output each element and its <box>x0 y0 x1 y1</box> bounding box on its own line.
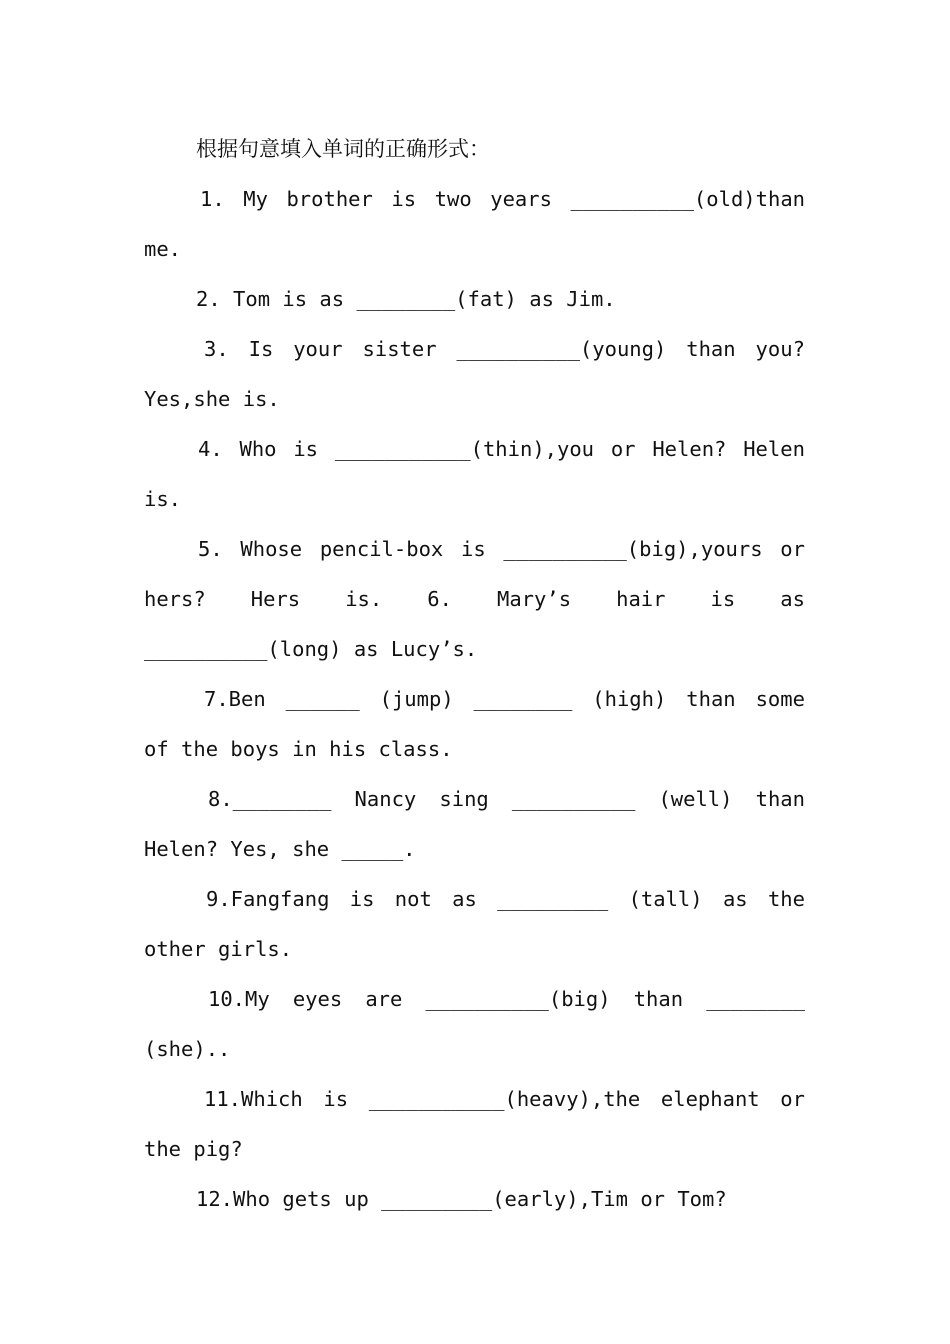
exercise-text: 12.Who gets up _________(early),Tim or Tom? <box>196 1187 727 1211</box>
exercise-word: or <box>780 1087 805 1111</box>
exercise-word: sing <box>439 787 489 811</box>
exercise-text: 2. Tom is as ________(fat) as Jim. <box>196 287 616 311</box>
exercise-word: pencil-box <box>319 537 444 561</box>
exercise-line-q3-b <box>144 384 280 414</box>
worksheet-title: 根据句意填入单词的正确形式： <box>196 137 490 161</box>
exercise-word: brother <box>286 187 373 211</box>
exercise-word: ___________(heavy),the <box>368 1087 641 1111</box>
exercise-text: me. <box>144 237 182 261</box>
exercise-line-q8-b <box>144 834 416 864</box>
exercise-line-q8-a <box>208 784 805 814</box>
exercise-word: than <box>686 337 736 361</box>
exercise-text: the pig? <box>144 1137 243 1161</box>
exercise-word: the <box>767 887 805 911</box>
exercise-text: Yes,she is. <box>144 387 280 411</box>
exercise-word: as <box>722 887 748 911</box>
exercise-word: Mary’s <box>497 587 572 611</box>
exercise-line-q11-a <box>204 1084 805 1114</box>
exercise-word: 4. <box>198 437 223 461</box>
exercise-word: __________(big) <box>425 987 611 1011</box>
exercise-text: Helen? Yes, she _____. <box>144 837 416 861</box>
exercise-word: is <box>460 537 486 561</box>
exercise-line-q1-a <box>200 184 805 214</box>
exercise-word: Helen <box>743 437 805 461</box>
exercise-word: (jump) <box>379 687 454 711</box>
exercise-line-q4-b <box>144 484 181 514</box>
exercise-word: are <box>365 987 403 1011</box>
exercise-word: two <box>434 187 472 211</box>
exercise-word: years <box>490 187 552 211</box>
exercise-line-q5-b <box>144 584 805 614</box>
exercise-word: Hers <box>250 587 301 611</box>
exercise-word: 3. <box>204 337 229 361</box>
exercise-word: some <box>755 687 805 711</box>
exercise-line-q9-b <box>144 934 292 964</box>
exercise-word: (tall) <box>628 887 703 911</box>
exercise-word: than <box>755 787 805 811</box>
exercise-word: ________ <box>473 687 573 711</box>
exercise-word: Is <box>248 337 274 361</box>
exercise-word: sister <box>362 337 437 361</box>
exercise-word: (well) <box>658 787 733 811</box>
exercise-text: of the boys in his class. <box>144 737 453 761</box>
exercise-text: is. <box>144 487 182 511</box>
exercise-word: My <box>243 187 268 211</box>
exercise-word: __________ <box>511 787 636 811</box>
exercise-word: 8.________ <box>208 787 332 811</box>
exercise-word: 7.Ben <box>204 687 266 711</box>
exercise-word: than <box>633 987 684 1011</box>
exercise-word: hair <box>616 587 666 611</box>
exercise-word: is <box>323 1087 349 1111</box>
exercise-word: eyes <box>292 987 343 1011</box>
exercise-word: __________(young) <box>456 337 667 361</box>
exercise-word: 11.Which <box>204 1087 303 1111</box>
exercise-word: 1. <box>200 187 225 211</box>
exercise-line-q3-a <box>204 334 805 364</box>
exercise-word: or <box>780 537 805 561</box>
exercise-word: Nancy <box>354 787 417 811</box>
exercise-word: or <box>610 437 636 461</box>
exercise-line-q2 <box>196 284 616 314</box>
exercise-word: as <box>452 887 477 911</box>
exercise-word: 10.My <box>208 987 270 1011</box>
exercise-word: elephant <box>660 1087 760 1111</box>
exercise-word: your <box>293 337 343 361</box>
exercise-word: 5. <box>198 537 223 561</box>
exercise-text: other girls. <box>144 937 293 961</box>
exercise-line-q11-b <box>144 1134 243 1164</box>
exercise-word: Whose <box>240 537 303 561</box>
exercise-line-q9-a <box>206 884 805 914</box>
exercise-word: 9.Fangfang <box>206 887 330 911</box>
exercise-word: is <box>391 187 417 211</box>
exercise-word: ________ <box>706 987 805 1011</box>
exercise-line-q10-b <box>144 1034 230 1064</box>
exercise-word: __________(big),yours <box>503 537 763 561</box>
exercise-line-q5-a <box>198 534 805 564</box>
exercise-word: __________(old)than <box>570 187 805 211</box>
exercise-text: __________(long) as Lucy’s. <box>144 637 478 661</box>
exercise-word: as <box>780 587 805 611</box>
exercise-line-q12 <box>196 1184 727 1214</box>
exercise-line-q4-a <box>198 434 805 464</box>
exercise-word: is. <box>345 587 383 611</box>
exercise-line-q7-b <box>144 734 453 764</box>
exercise-line-q10-a <box>208 984 805 1014</box>
exercise-line-q1-b <box>144 234 181 264</box>
exercise-word: ______ <box>285 687 360 711</box>
exercise-word: than <box>686 687 736 711</box>
exercise-word: Helen? <box>652 437 727 461</box>
exercise-word: (high) <box>592 687 667 711</box>
exercise-word: hers? <box>144 587 206 611</box>
exercise-word: _________ <box>497 887 609 911</box>
exercise-line-q6-b <box>144 634 477 664</box>
exercise-line-q7-a <box>204 684 805 714</box>
exercise-word: is <box>293 437 319 461</box>
exercise-word: is <box>710 587 736 611</box>
exercise-word: not <box>394 887 432 911</box>
exercise-word: Who <box>239 437 277 461</box>
exercise-word: 6. <box>427 587 452 611</box>
exercise-word: ___________(thin),you <box>334 437 595 461</box>
exercise-word: is <box>349 887 375 911</box>
exercise-word: you? <box>755 337 805 361</box>
exercise-text: (she).. <box>144 1037 231 1061</box>
